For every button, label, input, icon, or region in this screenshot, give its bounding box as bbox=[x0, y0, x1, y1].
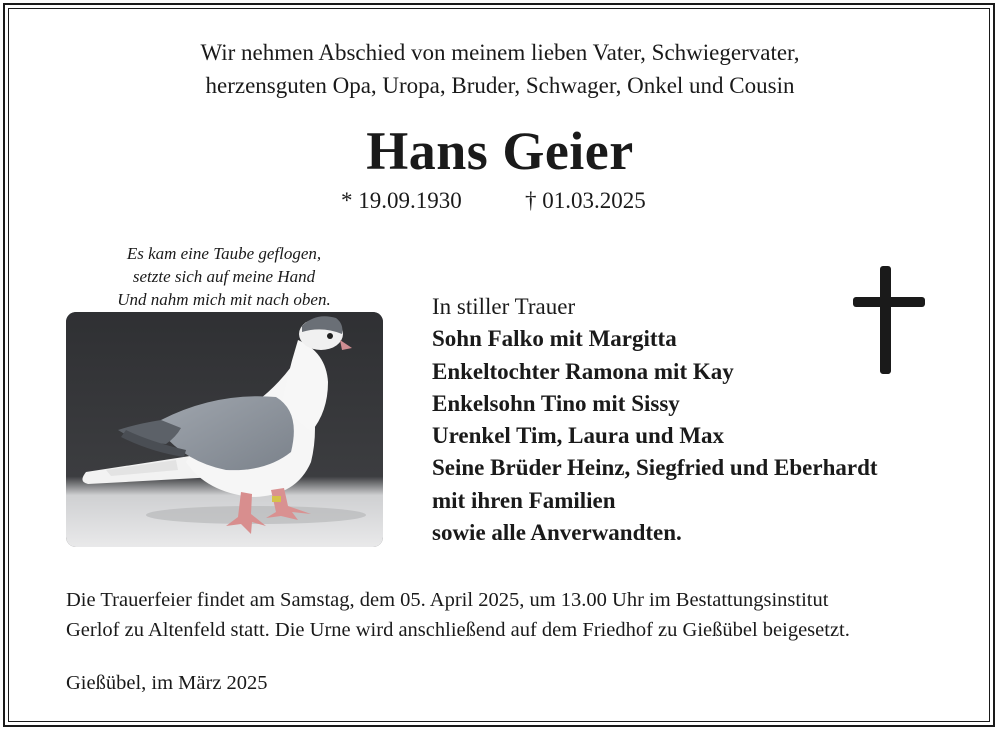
intro-line-1: Wir nehmen Abschied von meinem lieben Vater, Schwiegervater, bbox=[200, 40, 800, 65]
birth-date: * 19.09.1930 bbox=[341, 188, 462, 213]
mourner-line: Urenkel Tim, Laura und Max bbox=[432, 423, 725, 449]
poem-line-2: setzte sich auf meine Hand bbox=[132, 267, 316, 286]
mourner-line: sowie alle Anverwandten. bbox=[432, 520, 682, 546]
mourner-line: mit ihren Familien bbox=[432, 487, 616, 513]
death-date: † 01.03.2025 bbox=[525, 188, 646, 213]
mourner-line: Sohn Falko mit Margitta bbox=[432, 326, 677, 352]
service-line-2: Gerlof zu Altenfeld statt. Die Urne wird anschließend auf dem Friedhof zu Gießübel beigesetzt. bbox=[66, 619, 850, 641]
pigeon-photo bbox=[66, 312, 383, 547]
service-line-1: Die Trauerfeier findet am Samstag, dem 05. April 2025, um 13.00 Uhr im Bestattungsinstitut bbox=[66, 589, 829, 611]
pigeon-illustration bbox=[66, 312, 383, 547]
place-date: Gießübel, im März 2025 bbox=[66, 672, 268, 694]
mourner-line: Enkelsohn Tino mit Sissy bbox=[432, 390, 680, 416]
poem-quote bbox=[66, 242, 382, 311]
poem-line-1: Es kam eine Taube geflogen, bbox=[126, 244, 322, 263]
poem-line-3: Und nahm mich mit nach oben. bbox=[117, 290, 331, 309]
service-details bbox=[66, 585, 946, 645]
mourners-list bbox=[432, 291, 878, 549]
mourners-lead: In stiller Trauer bbox=[432, 294, 576, 319]
mourner-line: Enkeltochter Ramona mit Kay bbox=[432, 358, 734, 384]
deceased-name: Hans Geier bbox=[366, 121, 634, 181]
mourner-line: Seine Brüder Heinz, Siegfried und Eberhardt bbox=[432, 455, 878, 481]
intro-line-2: herzensguten Opa, Uropa, Bruder, Schwager, Onkel und Cousin bbox=[205, 73, 795, 98]
